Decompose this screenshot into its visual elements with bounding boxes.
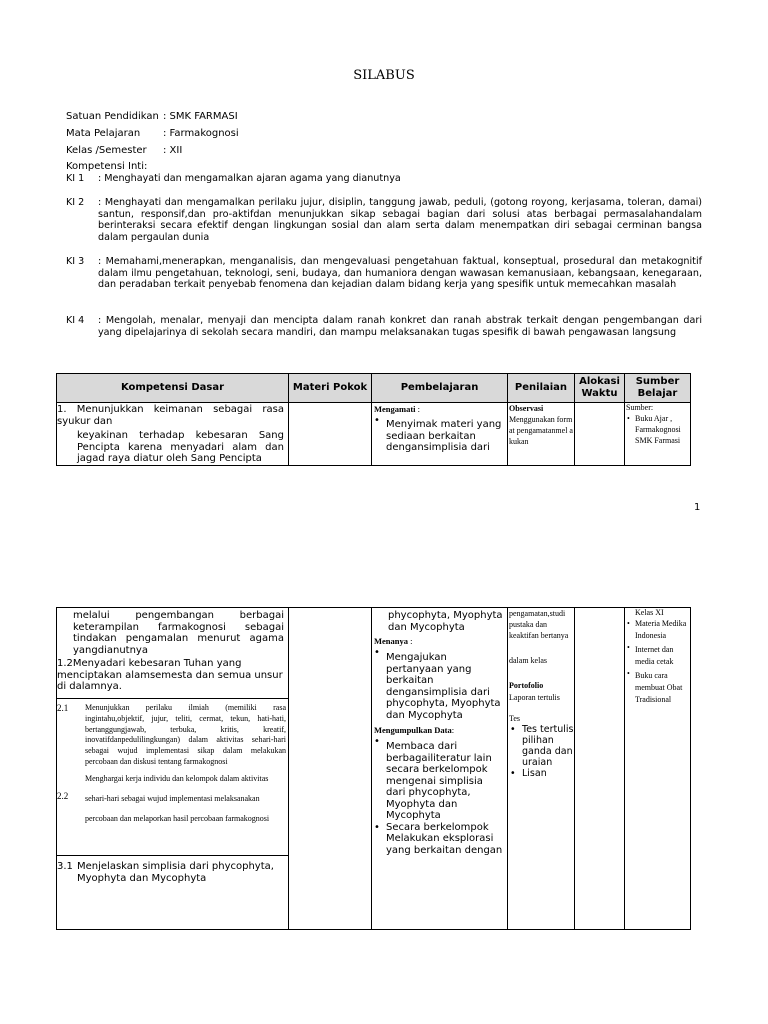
- info-value: : SMK FARMASI: [163, 111, 238, 122]
- header-pembelajaran: Pembelajaran: [372, 374, 508, 403]
- ki-number: KI 2: [66, 197, 85, 208]
- mengamati-label: Mengamati: [374, 404, 416, 414]
- table-header-row: [57, 374, 691, 403]
- info-kelas-semester: [66, 144, 182, 157]
- cell-penilaian: [508, 608, 575, 930]
- sumber-item: • Buku Ajar , Farmakognosi SMK Farmasi: [625, 413, 690, 446]
- info-mata-pelajaran: [66, 127, 239, 140]
- ki-3: [66, 256, 702, 291]
- cell-materi-pokok: [289, 403, 372, 466]
- menanya-heading: Menanya :: [374, 636, 413, 646]
- penilaian-kelas: dalam kelas: [509, 656, 547, 665]
- sumber-item: • Internet dan media cetak: [625, 642, 690, 668]
- sumber-cont: Kelas XI: [635, 608, 664, 617]
- header-sumber-belajar: Sumber Belajar: [625, 374, 691, 403]
- pembelajaran-heading: [372, 403, 507, 415]
- heading-colon: :: [415, 404, 421, 414]
- sumber-item: • Materia Medika Indonesia: [625, 618, 690, 642]
- info-label: Kelas /Semester: [66, 145, 147, 156]
- menanya-label: Menanya: [374, 636, 408, 646]
- info-value: : Farmakognosi: [163, 128, 239, 139]
- header-alokasi-waktu: Alokasi Waktu: [575, 374, 625, 403]
- info-satuan-pendidikan: [66, 110, 238, 123]
- pembelajaran-item: • Menyimak materi yang sediaan berkaitan dengansimplisia dari: [372, 415, 507, 454]
- page-number: 1: [694, 502, 701, 513]
- info-label: Satuan Pendidikan: [66, 111, 159, 122]
- cell-materi-pokok: [289, 608, 372, 930]
- kd-2-2-number: 2.2: [57, 791, 69, 801]
- kd-2-1-number: 2.1: [57, 703, 69, 713]
- table-row: [57, 403, 691, 466]
- silabus-table-page1: [56, 373, 691, 466]
- penilaian-heading: Observasi: [509, 404, 544, 413]
- penilaian-text: Menggunakan format pengamatanmel akukan: [509, 415, 573, 446]
- header-kompetensi-dasar: Kompetensi Dasar: [57, 374, 289, 403]
- cell-alokasi-waktu: [575, 403, 625, 466]
- header-penilaian: Penilaian: [508, 374, 575, 403]
- penilaian-cont: pengamatan,studi pustaka dan keaktifan bertanya: [509, 609, 569, 640]
- pembelajaran-cont: phycophyta, Myophyta dan Mycophyta: [388, 610, 503, 633]
- kd-1-cont: melalui pengembangan berbagai keterampilan farmakognosi sebagai tindakan pengamalan menurut agama yangdianutnya: [73, 610, 284, 656]
- cell-pembelajaran: [372, 608, 508, 930]
- mengumpulkan-item-1: • Membaca dari berbagailiteratur lain secara berkelompok mengenai simplisia dari phycophyta, Myophyta dan Mycophyta: [372, 736, 507, 822]
- kd-2-1: Menunjukkan perilaku ilmiah (memiliki rasa ingintahu,objektif, jujur, teliti, cermat, tekun, hati-hati, bertanggungjawab, terbuka, kritis, kreatif, inovatifdanpedulilingkungan) dalam aktivitas sehari-hari sebagai wujud implementasi sikap dalam melakukan percobaan dan diskusi tentang farmakognosi: [85, 703, 286, 766]
- kd-1-cont: keyakinan terhadap kebesaran Sang Pencipta karena menyadari alam dan jagad raya diatur oleh Sang Pencipta: [77, 430, 284, 464]
- ki-number: KI 3: [66, 256, 85, 267]
- penilaian-laporan: Laporan tertulis: [509, 693, 560, 702]
- kd-2-2: Menghargai kerja individu dan kelompok dalam aktivitas sehari-hari sebagai wujud implementasi melaksanakan percobaan dan melaporkan hasil percobaan farmakognosi: [85, 773, 270, 823]
- cell-kompetensi-dasar: [57, 403, 289, 466]
- mengumpulkan-label: Mengumpulkan Data: [374, 725, 452, 735]
- ki-text: : Menghayati dan mengamalkan ajaran agama yang dianutnya: [98, 173, 401, 184]
- sumber-heading: Sumber:: [626, 403, 654, 412]
- cell-sumber-belajar: [625, 403, 691, 466]
- ki-number: KI 1: [66, 173, 85, 184]
- kd-block-1: [57, 608, 288, 699]
- kd-block-3: [57, 856, 288, 884]
- table-row: [57, 608, 691, 930]
- ki-text: : Mengolah, menalar, menyaji dan mencipta dalam ranah konkret dan ranah abstrak terkait dengan pengembangan dari yang dipelajarinya di sekolah secara mandiri, dan mampu melaksanakan tugas spesifik di bawah pengawasan langsung: [98, 315, 702, 338]
- penilaian-portofolio: Portofolio: [509, 681, 544, 690]
- ki-4: [66, 315, 702, 338]
- cell-sumber-belajar: [625, 608, 691, 930]
- silabus-table-page2: [56, 607, 691, 930]
- info-label: Mata Pelajaran: [66, 128, 141, 139]
- mengumpulkan-heading: Mengumpulkan Data:: [374, 725, 455, 735]
- ki-2: [66, 197, 702, 243]
- kompetensi-inti-label: Kompetensi Inti:: [66, 161, 148, 172]
- ki-text: : Memahami,menerapkan, menganalisis, dan mengevaluasi pengetahuan faktual, konseptual, prosedural dan metakognitif dalam ilmu pengetahuan, teknologi, seni, budaya, dan humaniora dengan wawasan kemanusiaan, kebangsaan, kenegaraan, dan peradaban terkait penyebab fenomena dan kejadian dalam bidang kerja yang spesifik untuk memecahkan masalah: [98, 256, 702, 290]
- ki-number: KI 4: [66, 315, 85, 326]
- kd-3-1: Menjelaskan simplisia dari phycophyta, Myophyta dan Mycophyta: [77, 861, 274, 884]
- cell-pembelajaran: [372, 403, 508, 466]
- tes-item-2: • Lisan: [508, 768, 574, 779]
- mengumpulkan-item-2: • Secara berkelompok Melakukan eksplorasi yang berkaitan dengan: [372, 822, 507, 857]
- document-title: SILABUS: [353, 68, 415, 83]
- header-materi-pokok: Materi Pokok: [289, 374, 372, 403]
- sumber-item: • Buku cara membuat Obat Tradisional: [625, 668, 690, 706]
- kd-block-2: [57, 699, 288, 856]
- cell-penilaian: [508, 403, 575, 466]
- info-value: : XII: [163, 145, 183, 156]
- menanya-item: • Mengajukan pertanyaan yang berkaitan dengansimplisia dari phycophyta, Myophyta dan Mycophyta: [372, 647, 507, 721]
- kd-1: 1. Menunjukkan keimanan sebagai rasa syukur dan: [57, 404, 284, 427]
- cell-kompetensi-dasar: [57, 608, 289, 930]
- cell-alokasi-waktu: [575, 608, 625, 930]
- ki-text: : Menghayati dan mengamalkan perilaku jujur, disiplin, tanggung jawab, peduli, (gotong royong, kerjasama, toleran, damai) santun, responsif,dan pro-aktifdan menunjukkan sikap sebagai bagian dari solusi atas berbagai permasalahandalam berinteraksi secara efektif dengan lingkungan sosial dan alam serta dalam menempatkan diri sebagai cerminan bangsa dalam pergaulan dunia: [98, 197, 702, 243]
- kd-3-1-number: 3.1: [57, 861, 73, 872]
- kd-1-2: 1.2Menyadari kebesaran Tuhan yang menciptakan alamsemesta dan semua unsur di dalamnya.: [57, 658, 283, 692]
- tes-item-1: • Tes tertulis pilihan ganda dan uraian: [508, 724, 574, 768]
- penilaian-tes: Tes: [509, 714, 520, 723]
- ki-1: [66, 173, 702, 185]
